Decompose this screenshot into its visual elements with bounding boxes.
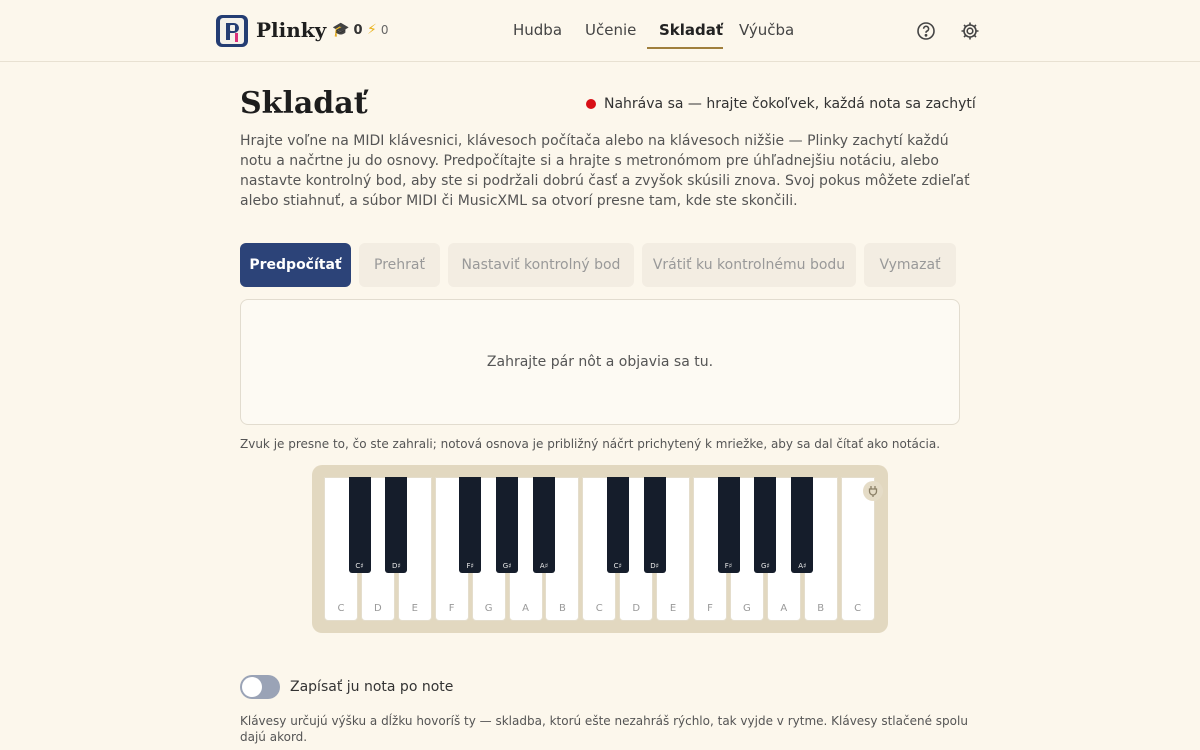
score-staff-area [240,299,960,425]
gear-icon[interactable] [959,20,981,42]
step-entry-toggle-label: Zapísať ju nota po note [290,679,454,695]
streak-stat [367,22,388,38]
black-key-c-sharp[interactable] [349,477,371,573]
clear-button[interactable]: Vymazať [864,243,956,287]
black-key-g-sharp[interactable] [496,477,518,573]
recording-status [586,96,976,112]
black-key-a-sharp[interactable] [791,477,813,573]
keyboard-keys [324,477,876,621]
brand-name[interactable]: Plinky [256,18,327,42]
plinky-logo-icon[interactable] [216,15,248,47]
black-key-label: G♯ [760,562,770,570]
white-key-label: G [743,603,751,614]
count-in-button[interactable]: Predpočítať [240,243,351,287]
piano-keyboard [312,465,888,633]
white-key-label: F [448,603,455,614]
black-key-label: C♯ [355,562,364,570]
score-empty-message: Zahrajte pár nôt a objavia sa tu. [486,354,714,370]
black-key-label: F♯ [724,562,733,570]
white-key-label: E [669,603,677,614]
lightning-icon: ⚡ [367,22,377,38]
black-key-c-sharp[interactable] [607,477,629,573]
step-entry-footnote: Klávesy určujú výšku a dĺžku hovoríš ty — skladba, ktorú ešte nezahráš rýchlo, tak vyjde v rytme. Klávesy stlačené spolu dajú akord. [240,714,968,744]
nav-ucenie[interactable]: Učenie [585,21,637,39]
white-key-label: C [854,603,862,614]
step-entry-toggle[interactable] [240,675,280,699]
white-key-label: G [484,603,493,614]
revert-checkpoint-button[interactable]: Vrátiť ku kontrolnému bodu [642,243,856,287]
recording-dot-icon [586,99,596,109]
score-caption: Zvuk je presne to, čo ste zahrali; notová osnova je približný náčrt prichytený k mriežke, aby sa dal čítať ako notácia. [240,437,941,451]
graduation-cap-icon: 🎓 [332,22,350,38]
black-key-d-sharp[interactable] [644,477,666,573]
top-bar [0,0,1200,62]
black-key-f-sharp[interactable] [459,477,481,573]
recording-status-text: Nahráva sa — hrajte čokoľvek, každá nota sa zachytí [604,96,976,112]
nav-skladat[interactable]: Skladať [659,21,724,39]
page-description: Hrajte voľne na MIDI klávesnici, klávesoch počítača alebo na klávesoch nižšie — Plinky zachytí každú notu a načrtne ju do osnovy. Predpočítajte si a hrajte s metronómom pre úhľadnejšiu notáciu, alebo nastavte kontrolný bod, aby ste si podržali dobrú časť a zvyšok skúsili znova. Svoj pokus môžete zdieľať alebo stiahnuť, a súbor MIDI či MusicXML sa otvorí presne tam, kde ste skončili. [240,133,970,209]
black-key-label: F♯ [466,562,474,570]
step-entry-toggle-row [240,675,453,699]
black-key-label: A♯ [798,562,807,570]
black-key-label: A♯ [539,562,549,570]
xp-stat [332,22,362,38]
black-key-f-sharp[interactable] [718,477,740,573]
white-key-label: B [558,603,566,614]
xp-value: 0 [353,22,363,38]
black-key-label: C♯ [613,562,622,570]
white-key-label: E [411,603,418,614]
black-key-label: G♯ [502,562,512,570]
help-circle-icon[interactable] [915,20,937,42]
page-title: Skladať [240,86,368,121]
white-key-label: B [817,603,825,614]
plug-icon[interactable] [863,481,883,501]
white-key-label: A [780,603,788,614]
white-key-label: A [522,603,529,614]
streak-value: 0 [380,23,389,37]
white-key-label: D [374,603,382,614]
black-key-d-sharp[interactable] [385,477,407,573]
black-key-g-sharp[interactable] [754,477,776,573]
white-key-label: C [595,603,603,614]
black-key-label: D♯ [650,562,660,570]
active-nav-underline [647,47,723,49]
nav-hudba[interactable]: Hudba [513,21,563,39]
play-button[interactable]: Prehrať [359,243,440,287]
black-key-label: D♯ [392,562,401,570]
toggle-knob [242,677,262,697]
black-key-a-sharp[interactable] [533,477,555,573]
nav-vyucba[interactable]: Výučba [739,21,795,39]
set-checkpoint-button[interactable]: Nastaviť kontrolný bod [448,243,634,287]
white-key-label: F [707,603,713,614]
white-key-label: C [337,603,345,614]
white-key-label: D [632,603,641,614]
